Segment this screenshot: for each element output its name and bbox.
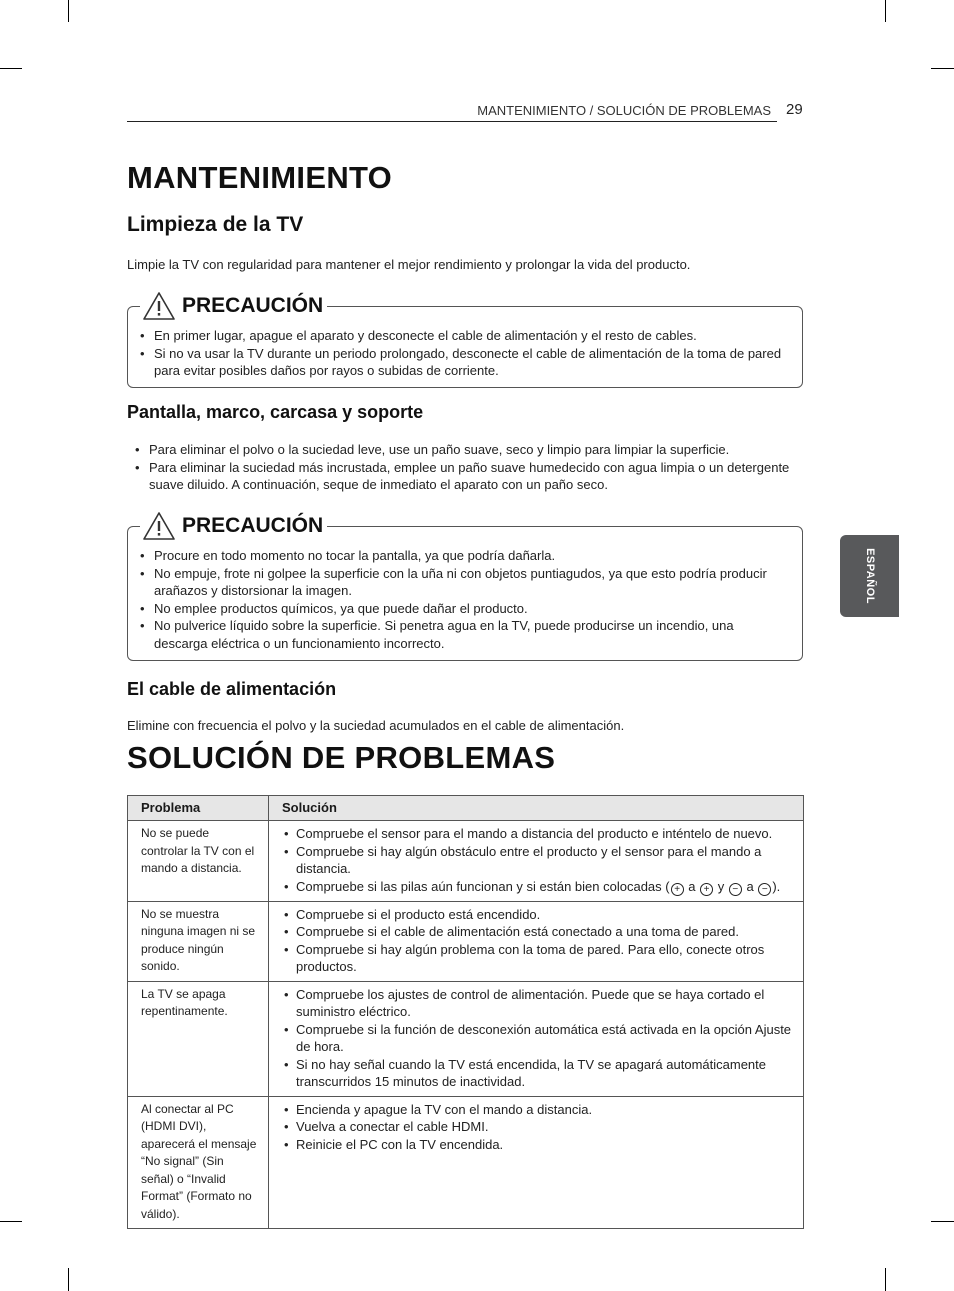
maintenance-title: MANTENIMIENTO — [127, 160, 393, 195]
crop-mark — [885, 1268, 886, 1291]
list-item: • Compruebe si el producto está encendido. — [282, 906, 793, 924]
crop-mark — [68, 0, 69, 22]
table-row — [128, 821, 804, 902]
list-item: • En primer lugar, apague el aparato y desconecte el cable de alimentación y el resto de cables. — [138, 327, 788, 345]
list-item: • No empuje, frote ni golpee la superficie con la uña ni con objetos puntiagudos, ya que esto podría producir arañazos y distorsionar la imagen. — [138, 565, 788, 600]
list-item: • Procure en todo momento no tocar la pantalla, ya que podría dañarla. — [138, 547, 788, 565]
list-item: • Para eliminar la suciedad más incrustada, emplee un paño suave humedecido con agua limpia o un detergente suave diluido. A continuación, seque de inmediato el aparato con un paño seco. — [133, 459, 798, 494]
cleaning-title: Limpieza de la TV — [127, 213, 304, 236]
minus-polarity-icon: − — [729, 883, 742, 896]
header-rule — [127, 121, 777, 122]
crop-mark — [885, 0, 886, 22]
battery-text-y: y — [717, 878, 725, 894]
crop-mark — [931, 68, 954, 69]
solution-list — [282, 906, 793, 976]
plus-polarity-icon: + — [700, 883, 713, 896]
table-row — [128, 1096, 804, 1229]
list-item: • Si no va usar la TV durante un periodo prolongado, desconecte el cable de alimentación de la toma de pared para evitar posibles daños por rayos o subidas de corriente. — [138, 345, 788, 380]
troubleshooting-table — [127, 795, 804, 1229]
caution-title: PRECAUCIÓN — [182, 514, 324, 537]
table-header-row — [128, 796, 804, 821]
list-item: • Para eliminar el polvo o la suciedad leve, use un paño suave, seco y limpio para limpiar la superficie. — [133, 441, 798, 459]
crop-mark — [0, 68, 22, 69]
caution-list — [138, 547, 788, 652]
list-item: • Compruebe si la función de desconexión automática está activada en la opción Ajuste de hora. — [282, 1021, 793, 1056]
minus-polarity-icon: − — [758, 883, 771, 896]
caution-header — [140, 291, 327, 321]
battery-text-prefix: Compruebe si las pilas aún funcionan y si están bien colocadas ( — [296, 878, 670, 894]
list-item: • Compruebe si hay algún obstáculo entre el producto y el sensor para el mando a distancia. — [282, 843, 793, 878]
problem-cell: No se muestra ninguna imagen ni se produce ningún sonido. — [128, 901, 269, 981]
list-item: • Si no hay señal cuando la TV está encendida, la TV se apagará automáticamente transcurridos 15 minutos de inactividad. — [282, 1056, 793, 1091]
column-header-solution: Solución — [269, 796, 804, 821]
caution-list — [138, 327, 788, 380]
language-tab-label: ESPAÑOL — [863, 548, 876, 604]
language-tab — [840, 535, 899, 617]
table-row — [128, 981, 804, 1096]
cable-text: Elimine con frecuencia el polvo y la suciedad acumulados en el cable de alimentación. — [127, 718, 625, 733]
running-header: MANTENIMIENTO / SOLUCIÓN DE PROBLEMAS — [477, 103, 771, 118]
list-item — [282, 878, 793, 896]
solution-cell — [269, 821, 804, 902]
list-item: • No emplee productos químicos, ya que puede dañar el producto. — [138, 600, 788, 618]
list-item: • Reinicie el PC con la TV encendida. — [282, 1136, 793, 1154]
caution-title: PRECAUCIÓN — [182, 294, 324, 317]
list-item: • Encienda y apague la TV con el mando a distancia. — [282, 1101, 793, 1119]
solution-cell — [269, 1096, 804, 1229]
battery-text-suffix: ). — [772, 878, 781, 894]
solution-cell — [269, 981, 804, 1096]
cable-title: El cable de alimentación — [127, 679, 337, 699]
problem-cell: La TV se apaga repentinamente. — [128, 981, 269, 1096]
list-item: • Vuelva a conectar el cable HDMI. — [282, 1118, 793, 1136]
page-number: 29 — [786, 101, 803, 118]
crop-mark — [0, 1221, 22, 1222]
screen-list — [133, 441, 798, 494]
plus-polarity-icon: + — [671, 883, 684, 896]
solution-list — [282, 1101, 793, 1154]
crop-mark — [931, 1221, 954, 1222]
column-header-problem: Problema — [128, 796, 269, 821]
troubleshooting-title: SOLUCIÓN DE PROBLEMAS — [127, 740, 556, 775]
warning-icon — [142, 511, 176, 541]
caution-box — [127, 514, 803, 661]
battery-text-a: a — [746, 878, 754, 894]
list-item: • Compruebe el sensor para el mando a distancia del producto e inténtelo de nuevo. — [282, 825, 793, 843]
caution-box — [127, 294, 803, 388]
problem-cell: Al conectar al PC (HDMI DVI), aparecerá el mensaje “No signal” (Sin señal) o “Invalid Format” (Formato no válido). — [128, 1096, 269, 1229]
solution-list — [282, 986, 793, 1091]
battery-text-a: a — [688, 878, 696, 894]
problem-cell: No se puede controlar la TV con el mando a distancia. — [128, 821, 269, 902]
list-item: • No pulverice líquido sobre la superficie. Si penetra agua en la TV, puede producirse un incendio, una descarga eléctrica o un funcionamiento incorrecto. — [138, 617, 788, 652]
list-item: • Compruebe los ajustes de control de alimentación. Puede que se haya cortado el suministro eléctrico. — [282, 986, 793, 1021]
crop-mark — [68, 1268, 69, 1291]
list-item: • Compruebe si hay algún problema con la toma de pared. Para ello, conecte otros productos. — [282, 941, 793, 976]
list-item: • Compruebe si el cable de alimentación está conectado a una toma de pared. — [282, 923, 793, 941]
screen-title: Pantalla, marco, carcasa y soporte — [127, 402, 424, 422]
caution-header — [140, 511, 327, 541]
solution-cell — [269, 901, 804, 981]
warning-icon — [142, 291, 176, 321]
cleaning-intro: Limpie la TV con regularidad para mantener el mejor rendimiento y prolongar la vida del producto. — [127, 257, 691, 272]
solution-list — [282, 825, 793, 896]
table-row — [128, 901, 804, 981]
